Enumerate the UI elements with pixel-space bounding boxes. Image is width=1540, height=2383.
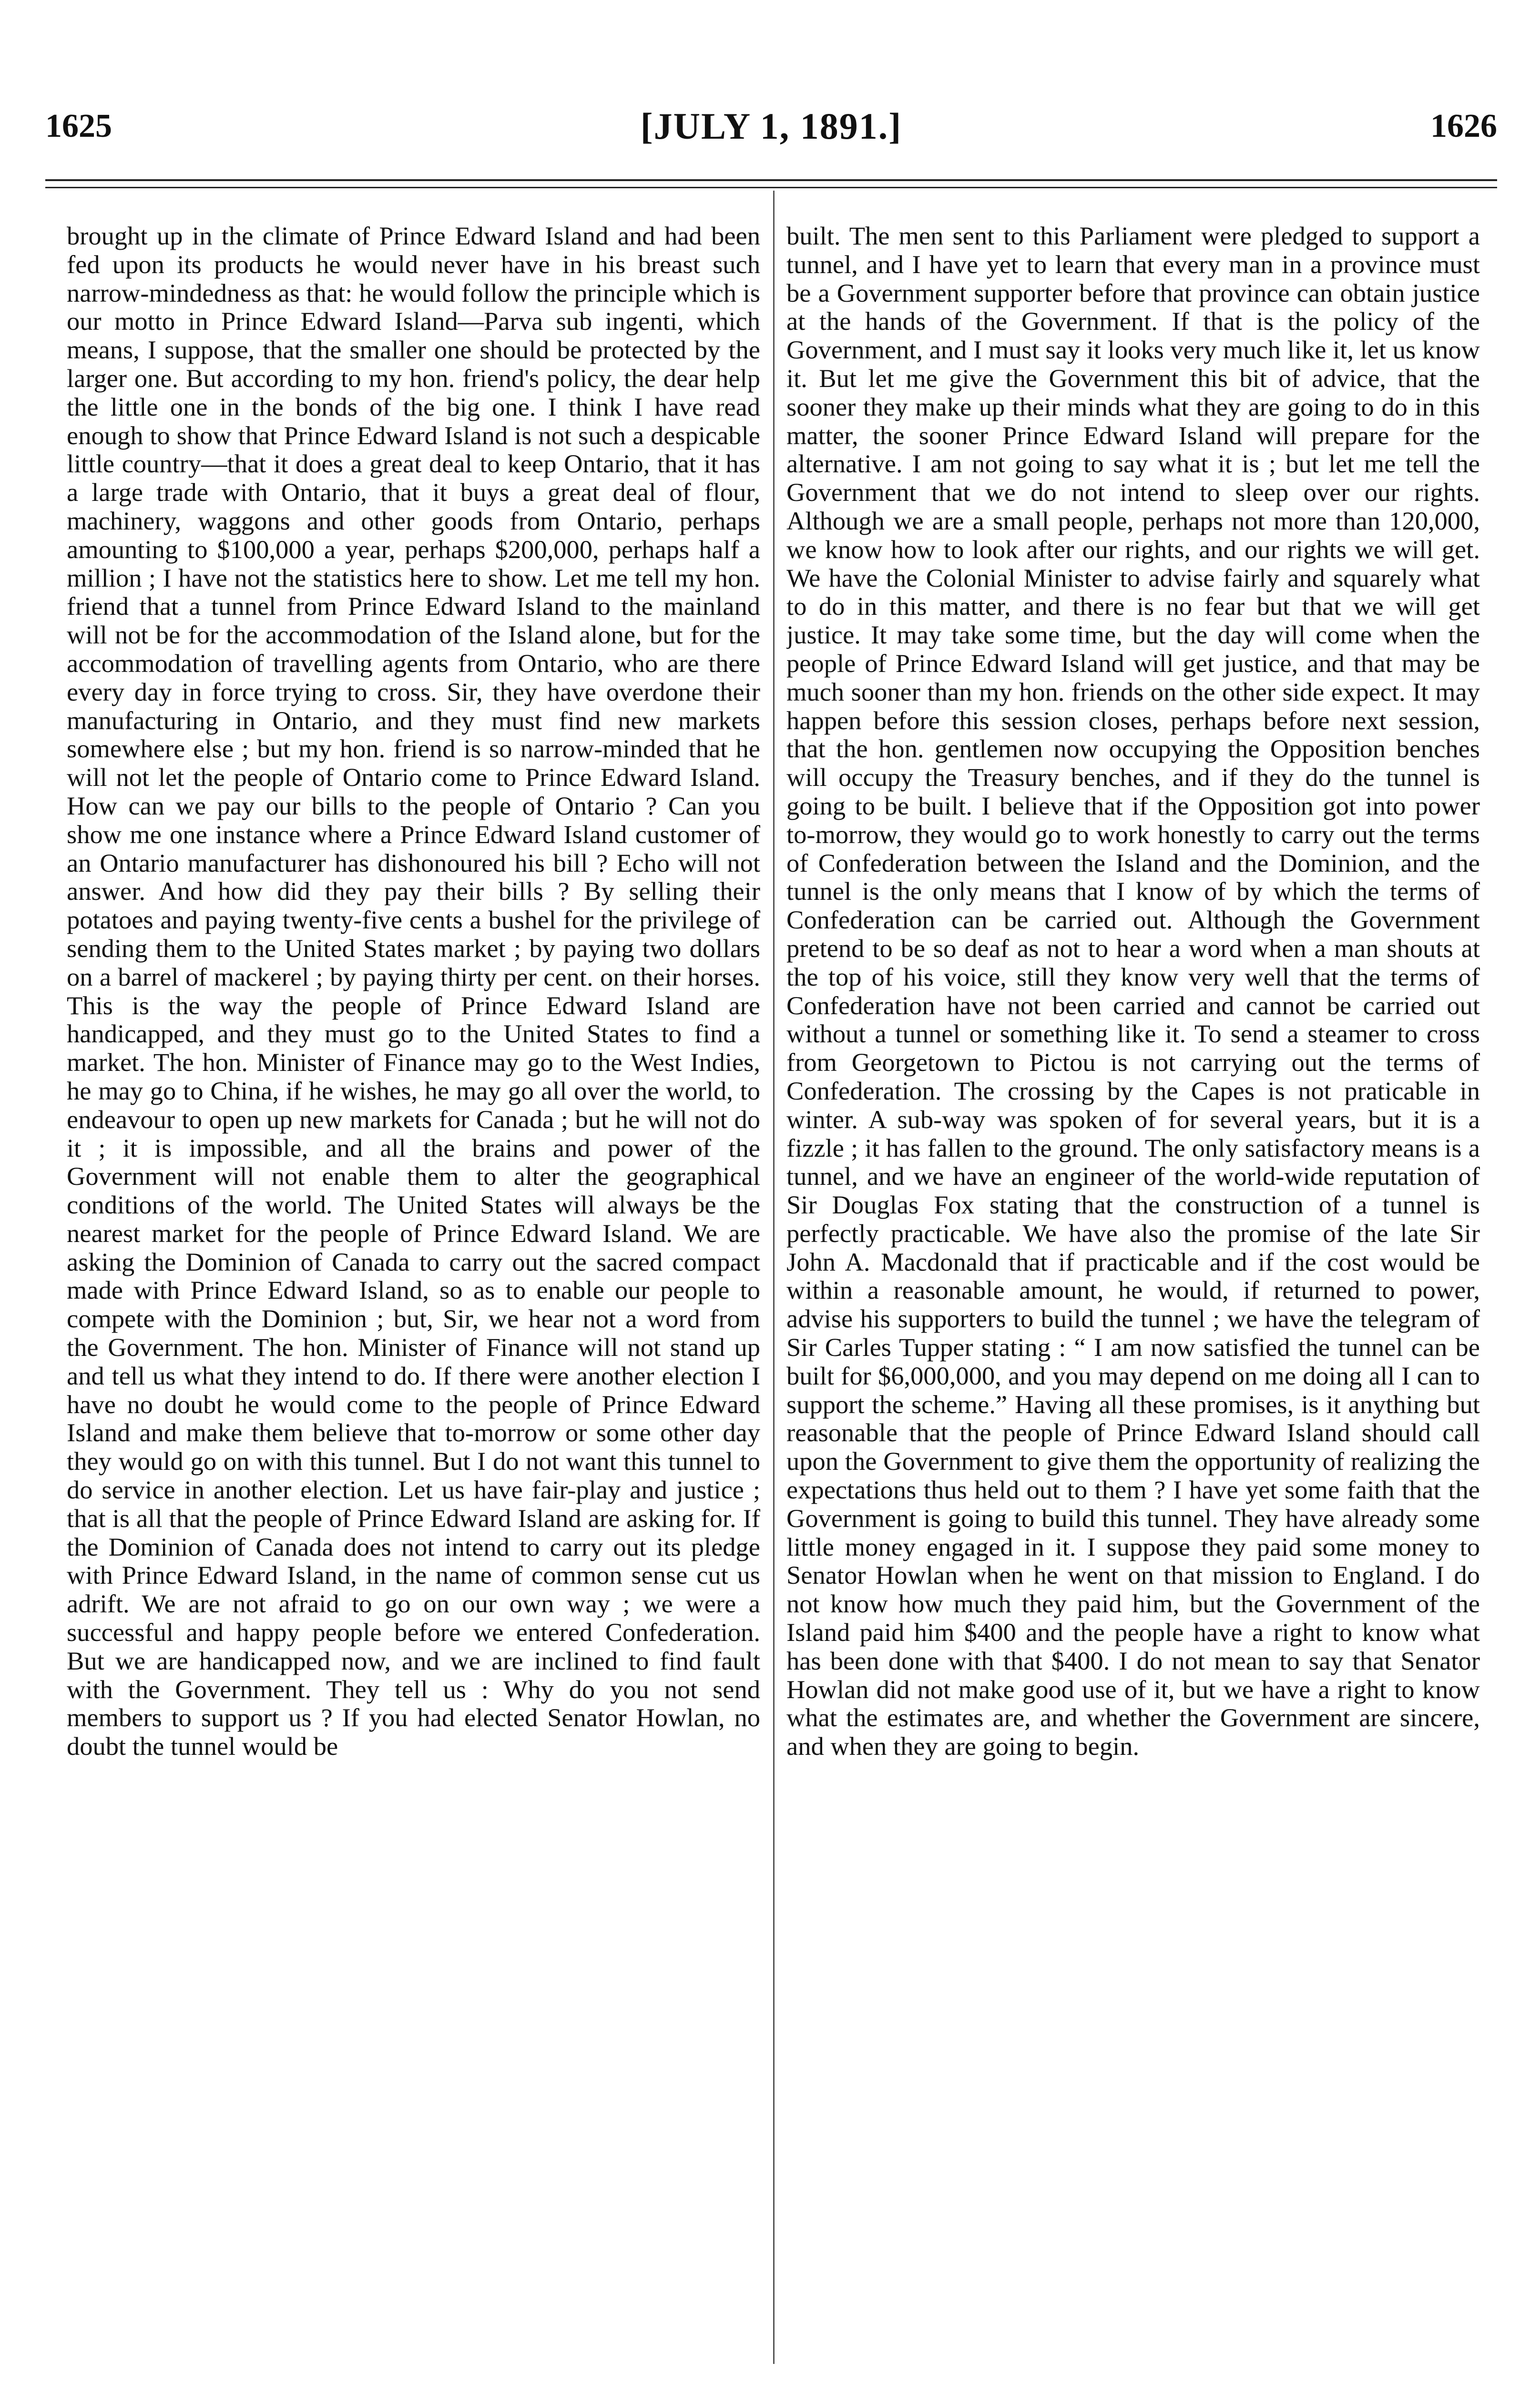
left-column-text: brought up in the climate of Prince Edward Island and had been fed upon its products he would never have in his breast such narrow-mindedness as that: he would follow the principle which is our motto in Prince Edward Island—Parva sub ingenti, which means, I suppose, that the smaller one should be protected by the larger one. But according to my hon. friend's policy, the dear help the little one in the bonds of the big one. I think I have read enough to show that Prince Edward Island is not such a despicable little country—that it does a great deal to keep Ontario, that it has a large trade with Ontario, that it buys a great deal of flour, machinery, waggons and other goods from Ontario, perhaps amounting to $100,000 a year, perhaps $200,000, perhaps half a million ; I have not the statistics here to show. Let me tell my hon. friend that a tunnel from Prince Edward Island to the mainland will not be for the accommodation of the Island alone, but for the accommodation of travelling agents from Ontario, who are there every day in force trying to cross. Sir, they have overdone their manufacturing in Ontario, and they must find new markets somewhere else ; but my hon. friend is so narrow-minded that he will not let the people of Ontario come to Prince Edward Island. How can we pay our bills to the people of Ontario ? Can you show me one instance where a Prince Edward Island customer of an Ontario manufacturer has dishonoured his bill ? Echo will not answer. And how did they pay their bills ? By selling their potatoes and paying twenty-five cents a bushel for the privilege of sending them to the United States market ; by paying two dollars on a barrel of mackerel ; by paying thirty per cent. on their horses. This is the way the people of Prince Edward Island are handicapped, and they must go to the United States to find a market. The hon. Minister of Finance may go to the West Indies, he may go to China, if he wishes, he may go all over the world, to endeavour to open up new markets for Canada ; but he will not do it ; it is impossible, and all the brains and power of the Government will not enable them to alter the geographical conditions of the world. The United States will always be the nearest market for the people of Prince Edward Island. We are asking the Dominion of Canada to carry out the sacred compact made with Prince Edward Island, so as to enable our people to compete with the Dominion ; but, Sir, we hear not a word from the Government. The hon. Minister of Finance will not stand up and tell us what they intend to do. If there were another election I have no doubt he would come to the people of Prince Edward Island and make them believe that to-morrow or some other day they would go on with this tunnel. But I do not want this tunnel to do service in another election. Let us have fair-play and justice ; that is all that the people of Prince Edward Island are asking for. If the Dominion of Canada does not intend to carry out its pledge with Prince Edward Island, in the name of common sense cut us adrift. We are not afraid to go on our own way ; we were a successful and happy people before we entered Confederation. But we are handicapped now, and we are inclined to find fault with the Government. They tell us : Why do you not send members to support us ? If you had elected Senator Howlan, no doubt the tunnel would be bbox=[67, 222, 760, 1761]
right-column bbox=[786, 222, 1480, 2357]
column-divider bbox=[773, 191, 775, 2364]
header-rule-top bbox=[45, 179, 1497, 181]
page-number-right: 1626 bbox=[1430, 108, 1497, 144]
left-column bbox=[67, 222, 760, 2357]
page-header bbox=[45, 100, 1497, 153]
page-number-left: 1625 bbox=[45, 108, 112, 144]
header-rule-bottom bbox=[45, 187, 1497, 188]
right-column-text: built. The men sent to this Parliament were pledged to support a tunnel, and I have yet to learn that every man in a province must be a Government supporter before that province can obtain justice at the hands of the Government. If that is the policy of the Government, and I must say it looks very much like it, let us know it. But let me give the Government this bit of advice, that the sooner they make up their minds what they are going to do in this matter, the sooner Prince Edward Island will prepare for the alternative. I am not going to say what it is ; but let me tell the Government that we do not intend to sleep over our rights. Although we are a small people, perhaps not more than 120,000, we know how to look after our rights, and our rights we will get. We have the Colonial Minister to advise fairly and squarely what to do in this matter, and there is no fear but that we will get justice. It may take some time, but the day will come when the people of Prince Edward Island will get justice, and that may be much sooner than my hon. friends on the other side expect. It may happen before this session closes, perhaps before next session, that the hon. gentlemen now occupying the Opposition benches will occupy the Treasury benches, and if they do the tunnel is going to be built. I believe that if the Opposition got into power to-morrow, they would go to work honestly to carry out the terms of Confederation between the Island and the Dominion, and the tunnel is the only means that I know of by which the terms of Confederation can be carried out. Although the Government pretend to be so deaf as not to hear a word when a man shouts at the top of his voice, still they know very well that the terms of Confederation have not been carried and cannot be carried out without a tunnel or something like it. To send a steamer to cross from Georgetown to Pictou is not carrying out the terms of Confederation. The crossing by the Capes is not praticable in winter. A sub-way was spoken of for several years, but it is a fizzle ; it has fallen to the ground. The only satisfactory means is a tunnel, and we have an engineer of the world-wide reputation of Sir Douglas Fox stating that the construction of a tunnel is perfectly practicable. We have also the promise of the late Sir John A. Macdonald that if practicable and if the cost would be within a reasonable amount, he would, if returned to power, advise his supporters to build the tunnel ; we have the telegram of Sir Carles Tupper stating : “ I am now satisfied the tunnel can be built for $6,000,000, and you may depend on me doing all I can to support the scheme.” Having all these promises, is it anything but reasonable that the people of Prince Edward Island should call upon the Government to give them the opportunity of realizing the expectations thus held out to them ? I have yet some faith that the Government is going to build this tunnel. They have already some little money engaged in it. I suppose they paid some money to Senator Howlan when he went on that mission to England. I do not know how much they paid him, but the Government of the Island paid him $400 and the people have a right to know what has been done with that $400. I do not mean to say that Senator Howlan did not make good use of it, but we have a right to know what the estimates are, and whether the Government are sincere, and when they are going to begin. bbox=[786, 222, 1480, 1761]
page-date-title: [JULY 1, 1891.] bbox=[640, 105, 902, 147]
